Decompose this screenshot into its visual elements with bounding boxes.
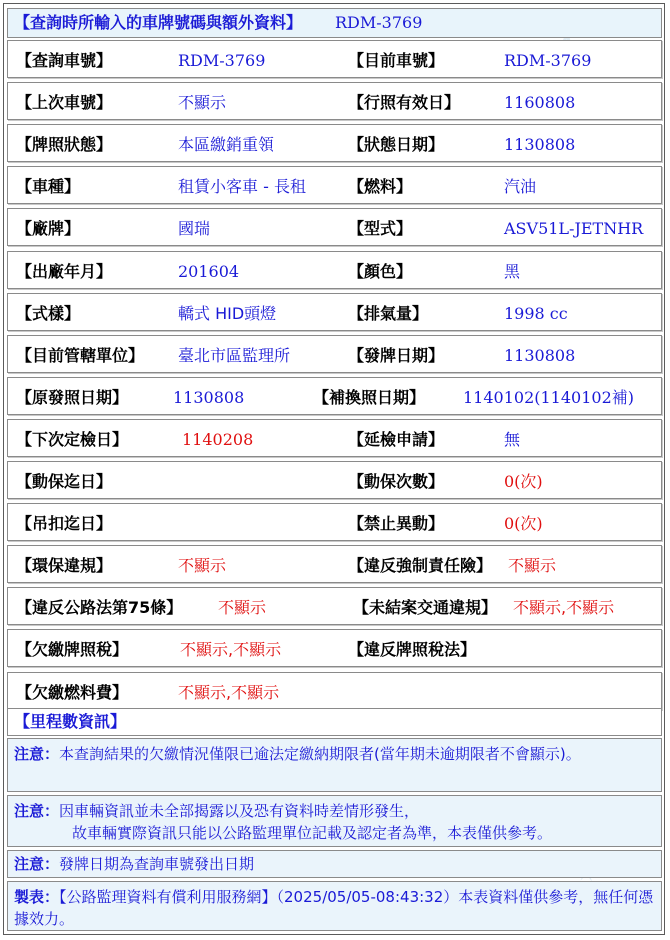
mileage-section [7, 708, 662, 736]
note-issue-date [7, 850, 662, 878]
mileage-section-title: 【里程數資訊】 [14, 712, 127, 731]
info-row [7, 377, 662, 415]
field-value: 0(次) [504, 514, 543, 534]
note-overdue [7, 738, 662, 792]
footer-prefix: 製表： [14, 888, 60, 906]
field-value: 1130808 [173, 387, 245, 407]
info-row [7, 251, 662, 289]
note-text-line1: 因車輛資訊並未全部揭露以及恐有資料時差情形發生， [59, 802, 420, 820]
note-text: 本查詢結果的欠繳情況僅限已逾法定繳納期限者(當年期未逾期限者不會顯示)。 [59, 745, 581, 763]
info-row [7, 503, 662, 541]
query-header-plate: RDM-3769 [335, 13, 423, 32]
field-value: 黑 [504, 261, 521, 281]
field-label: 【出廠年月】 [16, 261, 113, 281]
info-row [7, 545, 662, 583]
field-label: 【未結案交通違規】 [353, 598, 498, 618]
field-label: 【原發照日期】 [16, 387, 129, 407]
info-row [7, 166, 662, 204]
field-label: 【目前車號】 [348, 51, 445, 70]
field-value: 不顯示 [218, 598, 267, 618]
field-label: 【燃料】 [348, 177, 413, 197]
info-row [7, 629, 662, 667]
field-value: 不顯示 [178, 93, 227, 113]
field-label: 【違反強制責任險】 [348, 556, 493, 576]
field-label: 【廠牌】 [16, 219, 81, 239]
field-label: 【動保迄日】 [16, 472, 113, 491]
field-label: 【上次車號】 [16, 93, 113, 113]
field-label: 【禁止異動】 [348, 514, 445, 534]
field-value: 0(次) [504, 472, 543, 491]
field-value: 1140102(1140102補) [463, 387, 635, 407]
field-value: 不顯示 [508, 556, 557, 576]
field-value: 無 [504, 429, 521, 449]
note-disclaimer [7, 795, 662, 847]
field-label: 【補換照日期】 [313, 387, 426, 407]
field-value: 轎式 HID頭燈 [178, 303, 277, 323]
field-label: 【排氣量】 [348, 303, 429, 323]
field-value: 國瑞 [178, 219, 211, 239]
field-label: 【車種】 [16, 177, 81, 197]
field-label: 【目前管轄單位】 [16, 345, 145, 365]
note-text: 發牌日期為查詢車號發出日期 [59, 855, 255, 873]
field-label: 【動保次數】 [348, 472, 445, 491]
field-label: 【牌照狀態】 [16, 135, 113, 155]
field-value: 1130808 [504, 345, 576, 365]
field-value: 租賃小客車 - 長租 [178, 177, 306, 197]
info-row [7, 293, 662, 331]
field-label: 【下次定檢日】 [16, 429, 129, 449]
info-row [7, 40, 662, 78]
field-label: 【式樣】 [16, 303, 81, 323]
field-label: 【違反牌照稅法】 [348, 640, 477, 660]
query-header-label: 【查詢時所輸入的車牌號碼與額外資料】 [14, 13, 303, 32]
field-value: ASV51L-JETNHR [504, 219, 644, 239]
field-value: 不顯示,不顯示 [178, 682, 280, 702]
info-row [7, 461, 662, 499]
report-footer [7, 881, 662, 931]
info-row [7, 208, 662, 246]
field-label: 【欠繳牌照稅】 [16, 640, 129, 660]
field-label: 【環保違規】 [16, 556, 113, 576]
footer-text: 【公路監理資料有償利用服務網】（2025/05/05-08:43:32）本表資料僅供參考，無任何憑據效力。 [14, 888, 654, 928]
field-value: 不顯示,不顯示 [513, 598, 615, 618]
note-prefix: 注意： [14, 855, 60, 873]
field-value: 1160808 [504, 93, 576, 113]
field-value: 汽油 [504, 177, 537, 197]
note-prefix: 注意： [14, 745, 60, 763]
field-label: 【型式】 [348, 219, 413, 239]
note-prefix: 注意： [14, 802, 60, 820]
field-value: 1998 cc [504, 303, 568, 323]
field-label: 【吊扣迄日】 [16, 514, 113, 534]
note-text-line2: 故車輛實際資訊只能以公路監理單位記載及認定者為準，本表僅供參考。 [72, 824, 553, 842]
field-label: 【欠繳燃料費】 [16, 682, 129, 702]
field-label: 【延檢申請】 [348, 429, 445, 449]
info-row [7, 587, 662, 625]
info-row [7, 672, 662, 710]
field-value: RDM-3769 [504, 51, 592, 70]
field-value: RDM-3769 [178, 51, 266, 70]
field-value: 本區繳銷重領 [178, 135, 275, 155]
field-value: 1140208 [182, 429, 254, 449]
field-label: 【行照有效日】 [348, 93, 461, 113]
field-label: 【顏色】 [348, 261, 413, 281]
info-row [7, 335, 662, 373]
info-row [7, 419, 662, 457]
info-row [7, 82, 662, 120]
field-label: 【查詢車號】 [16, 51, 113, 70]
field-label: 【違反公路法第75條】 [16, 598, 183, 618]
info-row [7, 124, 662, 162]
field-value: 臺北市區監理所 [178, 345, 291, 365]
field-value: 不顯示 [178, 556, 227, 576]
field-label: 【狀態日期】 [348, 135, 445, 155]
field-value: 1130808 [504, 135, 576, 155]
field-value: 201604 [178, 261, 240, 281]
field-label: 【發牌日期】 [348, 345, 445, 365]
field-value: 不顯示,不顯示 [180, 640, 282, 660]
query-header [7, 8, 662, 38]
